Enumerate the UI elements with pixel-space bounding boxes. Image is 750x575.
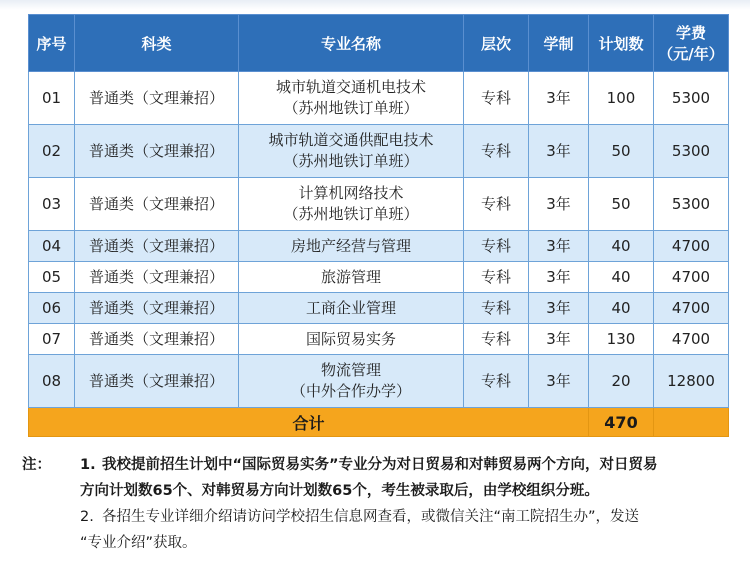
- cell-category: 普通类（文理兼招）: [75, 178, 239, 231]
- header-fee-line1: 学费: [675, 24, 706, 42]
- cell-major: 国际贸易实务: [239, 324, 464, 355]
- cell-major: 工商企业管理: [239, 293, 464, 324]
- header-seq: 序号: [29, 15, 75, 72]
- cell-level: 专科: [464, 355, 529, 408]
- cell-plan: 50: [589, 178, 654, 231]
- cell-fee: 5300: [654, 178, 729, 231]
- major-note: （中外合作办学）: [290, 382, 411, 400]
- cell-plan: 130: [589, 324, 654, 355]
- cell-category: 普通类（文理兼招）: [75, 262, 239, 293]
- note-2: [22, 504, 742, 530]
- cell-major: 旅游管理: [239, 262, 464, 293]
- cell-level: 专科: [464, 72, 529, 125]
- cell-category: 普通类（文理兼招）: [75, 231, 239, 262]
- cell-level: 专科: [464, 293, 529, 324]
- cell-seq: 08: [29, 355, 75, 408]
- cell-major: [239, 355, 464, 408]
- major-note: （苏州地铁订单班）: [283, 152, 419, 170]
- cell-duration: 3年: [529, 293, 589, 324]
- major-note: （苏州地铁订单班）: [283, 205, 419, 223]
- cell-seq: 01: [29, 72, 75, 125]
- table-row: [29, 125, 729, 178]
- total-value: 470: [589, 408, 654, 437]
- cell-fee: 4700: [654, 324, 729, 355]
- cell-level: 专科: [464, 324, 529, 355]
- cell-seq: 02: [29, 125, 75, 178]
- cell-fee: 5300: [654, 125, 729, 178]
- cell-seq: 03: [29, 178, 75, 231]
- header-fee-line2: （元/年）: [658, 45, 724, 63]
- note-1-number: 1.: [80, 457, 96, 473]
- cell-category: 普通类（文理兼招）: [75, 293, 239, 324]
- cell-duration: 3年: [529, 125, 589, 178]
- cell-category: 普通类（文理兼招）: [75, 355, 239, 408]
- notes-section: [22, 452, 742, 556]
- cell-category: 普通类（文理兼招）: [75, 72, 239, 125]
- major-name: 计算机网络技术: [298, 184, 404, 202]
- enrollment-plan-table: [28, 14, 729, 437]
- header-plan: 计划数: [589, 15, 654, 72]
- cell-major: [239, 178, 464, 231]
- cell-fee: 12800: [654, 355, 729, 408]
- total-empty: [654, 408, 729, 437]
- notes-label: 注：: [22, 457, 51, 473]
- cell-duration: 3年: [529, 178, 589, 231]
- cell-plan: 20: [589, 355, 654, 408]
- cell-seq: 06: [29, 293, 75, 324]
- total-row: [29, 408, 729, 437]
- note-2-number: 2.: [80, 509, 94, 525]
- cell-major: 房地产经营与管理: [239, 231, 464, 262]
- cell-seq: 04: [29, 231, 75, 262]
- cell-fee: 4700: [654, 262, 729, 293]
- header-major: 专业名称: [239, 15, 464, 72]
- cell-plan: 40: [589, 231, 654, 262]
- cell-major: [239, 125, 464, 178]
- cell-plan: 40: [589, 293, 654, 324]
- cell-plan: 100: [589, 72, 654, 125]
- note-1-line-1: 我校提前招生计划中“国际贸易实务”专业分为对日贸易和对韩贸易两个方向，对日贸易: [102, 457, 658, 473]
- cell-level: 专科: [464, 262, 529, 293]
- cell-level: 专科: [464, 178, 529, 231]
- note-2-line-2: “专业介绍”获取。: [80, 535, 197, 551]
- cell-duration: 3年: [529, 355, 589, 408]
- table-row: [29, 178, 729, 231]
- cell-fee: 5300: [654, 72, 729, 125]
- header-fee: [654, 15, 729, 72]
- cell-duration: 3年: [529, 72, 589, 125]
- table-row: [29, 72, 729, 125]
- total-label: 合计: [29, 408, 589, 437]
- cell-seq: 07: [29, 324, 75, 355]
- cell-plan: 40: [589, 262, 654, 293]
- note-2-line-1: 各招生专业详细介绍请访问学校招生信息网查看，或微信关注“南工院招生办”，发送: [102, 509, 640, 525]
- major-name: 城市轨道交通供配电技术: [268, 131, 434, 149]
- table-row: [29, 293, 729, 324]
- top-band: [0, 0, 750, 10]
- cell-seq: 05: [29, 262, 75, 293]
- note-1: [22, 452, 742, 478]
- major-name: 物流管理: [320, 361, 381, 379]
- table-row: [29, 231, 729, 262]
- cell-duration: 3年: [529, 231, 589, 262]
- major-note: （苏州地铁订单班）: [283, 99, 419, 117]
- header-level: 层次: [464, 15, 529, 72]
- cell-level: 专科: [464, 231, 529, 262]
- table-header-row: [29, 15, 729, 72]
- table-row: [29, 262, 729, 293]
- cell-category: 普通类（文理兼招）: [75, 125, 239, 178]
- table-row: [29, 355, 729, 408]
- header-category: 科类: [75, 15, 239, 72]
- cell-plan: 50: [589, 125, 654, 178]
- cell-fee: 4700: [654, 293, 729, 324]
- major-name: 城市轨道交通机电技术: [275, 78, 426, 96]
- cell-duration: 3年: [529, 324, 589, 355]
- header-duration: 学制: [529, 15, 589, 72]
- cell-level: 专科: [464, 125, 529, 178]
- cell-major: [239, 72, 464, 125]
- cell-category: 普通类（文理兼招）: [75, 324, 239, 355]
- table-row: [29, 324, 729, 355]
- note-1-line-2: 方向计划数65个、对韩贸易方向计划数65个，考生被录取后，由学校组织分班。: [80, 483, 599, 499]
- cell-fee: 4700: [654, 231, 729, 262]
- cell-duration: 3年: [529, 262, 589, 293]
